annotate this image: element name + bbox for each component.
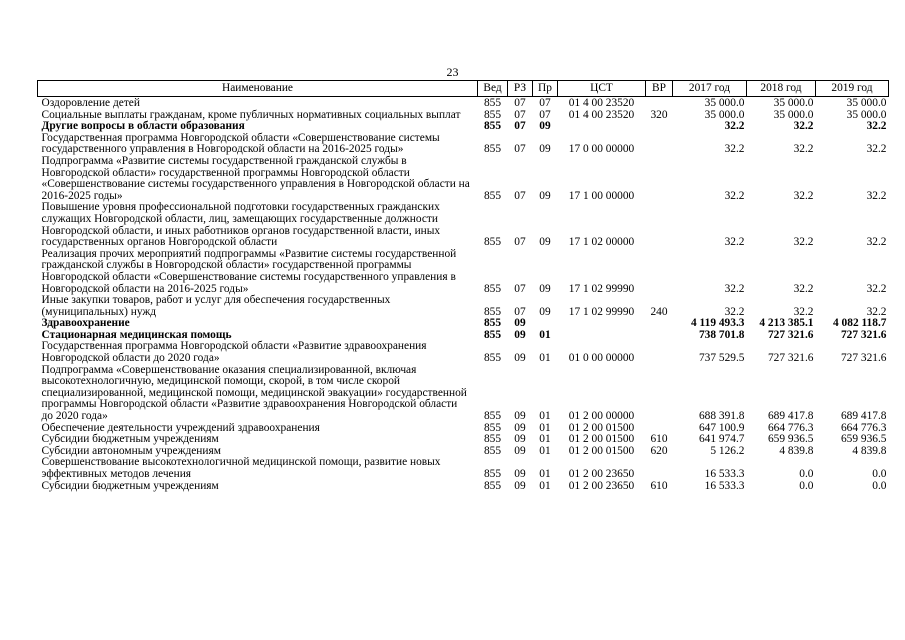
row-vr: 620 [650,444,668,457]
table-row [38,97,889,110]
row-pr: 07 [539,108,551,121]
row-vr [646,341,673,364]
row-name: Государственная программа Новгородской области «Совершенствование системы государственного управления в Новгородской области на 2016-2025 годы» [41,131,440,156]
row-ved: 855 [483,479,502,492]
row-rz: 07 [514,97,526,109]
row-rz: 09 [514,479,526,492]
row-cst [558,330,646,342]
table-header-row [38,81,889,97]
row-ved: 855 [483,143,502,156]
row-name: Реализация прочих мероприятий подпрограммы «Развитие системы государственной гражданской службы в Новгородской области» государственной программы Новгородской области «Совершенствование системы государственного управления в Новгородской области на 2016-2025 годы» [41,247,457,295]
row-vr: 610 [650,479,668,492]
row-2017: 32.2 [724,282,745,295]
row-cst: 01 2 00 00000 [568,410,635,423]
row-cst: 17 0 00 00000 [568,143,635,156]
row-pr: 09 [539,120,551,133]
row-name: Субсидии автономным учреждениям [41,444,221,457]
row-pr: 07 [539,97,551,109]
row-vr [646,330,673,342]
row-vr: 610 [650,433,668,446]
budget-table [37,80,889,492]
row-2018: 32.2 [793,305,814,318]
row-2018: 689 417.8 [767,410,814,423]
row-rz: 09 [514,410,526,423]
row-2017: 32.2 [724,143,745,156]
row-name: Субсидии бюджетным учреждениям [41,433,219,446]
row-rz: 07 [514,120,526,133]
row-2019: 4 839.8 [852,444,887,457]
row-2018: 0.0 [799,468,814,480]
row-2019: 35 000.0 [846,108,887,121]
column-header-2017: 2017 год [673,81,747,97]
row-2018: 32.2 [793,282,814,295]
row-2017: 32.2 [724,305,745,318]
row-2018: 4 839.8 [779,444,814,457]
table-row [38,365,889,423]
row-name: Оздоровление детей [41,97,140,109]
row-name: Здравоохранение [41,317,130,330]
row-2019: 664 776.3 [840,421,887,434]
row-2019: 32.2 [866,305,887,318]
row-2018: 727 321.6 [767,328,814,341]
row-2017: 16 533.3 [704,479,745,492]
row-vr: 320 [650,108,668,121]
table-row [38,156,889,202]
column-header-cst: ЦСТ [558,81,646,97]
row-cst: 17 1 02 00000 [568,236,635,249]
table-row [38,202,889,248]
row-pr: 01 [539,352,551,365]
row-pr: 09 [539,305,551,318]
row-2017: 35 000.0 [704,108,745,121]
table-row [38,249,889,295]
row-cst: 01 2 00 01500 [568,433,635,446]
row-ved: 855 [483,444,502,457]
row-ved: 855 [483,410,502,423]
table-row [38,457,889,480]
row-2017: 737 529.5 [698,352,745,365]
row-pr: 09 [539,189,551,202]
row-2018: 4 213 385.1 [759,317,814,330]
row-2017: 32.2 [724,120,745,133]
row-2018: 664 776.3 [767,421,814,434]
row-cst [558,318,646,330]
table-row [38,133,889,156]
row-pr: 01 [539,479,551,492]
row-ved: 855 [483,236,502,249]
row-vr [646,133,673,156]
row-2019: 4 082 118.7 [833,317,887,330]
row-cst: 01 2 00 01500 [568,444,635,457]
row-cst: 01 2 00 01500 [568,421,635,434]
row-cst [558,121,646,133]
row-2019: 32.2 [866,282,887,295]
row-2018: 32.2 [793,143,814,156]
row-vr [646,156,673,202]
column-header-rz: РЗ [508,81,533,97]
row-pr: 01 [539,410,551,423]
row-name: Государственная программа Новгородской области «Развитие здравоохранения Новгородской области до 2020 года» [41,340,427,365]
row-name: Подпрограмма «Совершенствование оказания специализированной, включая высокотехнологичную, медицинской помощи, скорой, в том числе скорой специализированной, медицинской помощи, медицинской эвакуации» государственной программы Новгородской области «Развитие здравоохранения Новгородской области до 2020 года» [41,363,467,423]
row-cst: 17 1 00 00000 [568,189,635,202]
row-2017: 738 701.8 [698,328,745,341]
row-ved: 855 [483,282,502,295]
row-2019: 32.2 [866,143,887,156]
row-ved: 855 [483,305,502,318]
row-2019: 659 936.5 [840,433,887,446]
row-cst: 01 4 00 23520 [568,108,635,121]
row-cst: 17 1 02 99990 [568,305,635,318]
row-ved: 855 [483,97,502,109]
row-name: Другие вопросы в области образования [41,120,245,133]
row-pr: 01 [539,444,551,457]
row-vr [646,318,673,330]
row-2019: 0.0 [872,479,887,492]
row-2019: 0.0 [872,468,887,480]
row-2019: 32.2 [866,236,887,249]
row-ved: 855 [483,433,502,446]
row-vr [646,97,673,110]
row-ved: 855 [483,317,502,330]
row-2019: 727 321.6 [840,328,887,341]
row-pr: 09 [539,282,551,295]
row-vr [646,457,673,480]
row-2017: 35 000.0 [704,97,745,109]
budget-sheet [37,80,888,492]
column-header-2019: 2019 год [816,81,889,97]
row-2017: 688 391.8 [698,410,745,423]
row-2019: 689 417.8 [840,410,887,423]
row-vr [646,121,673,133]
row-name: Повышение уровня профессиональной подготовки государственных гражданских служащих Новгородской области, лиц, замещающих государственные должности Новгородской области, и иных работников органов государственной власти, иных государственных органов Новгородской области [41,201,441,249]
row-rz: 07 [514,305,526,318]
row-2018: 727 321.6 [767,352,814,365]
row-rz: 09 [514,433,526,446]
row-name: Субсидии бюджетным учреждениям [41,479,219,492]
row-rz: 09 [514,444,526,457]
row-pr: 01 [539,328,551,341]
row-name: Социальные выплаты гражданам, кроме публичных нормативных социальных выплат [41,108,461,121]
row-2018: 32.2 [793,189,814,202]
row-pr: 01 [539,421,551,434]
row-2018: 0.0 [799,479,814,492]
row-2019: 32.2 [866,189,887,202]
row-2018: 659 936.5 [767,433,814,446]
row-name: Совершенствование высокотехнологичной медицинской помощи, развитие новых эффективных методов лечения [41,456,441,480]
row-2017: 5 126.2 [710,444,745,457]
row-2017: 4 119 493.3 [691,317,745,330]
row-2018: 35 000.0 [773,108,814,121]
row-pr: 09 [539,143,551,156]
table-row [38,341,889,364]
row-rz: 07 [514,236,526,249]
row-ved: 855 [483,328,502,341]
column-header-2018: 2018 год [747,81,816,97]
row-ved: 855 [483,468,502,480]
table-row [38,295,889,318]
row-2017: 647 100.9 [698,421,745,434]
row-cst: 01 2 00 23650 [568,468,635,480]
row-ved: 855 [483,120,502,133]
row-pr: 09 [539,236,551,249]
column-header-pr: Пр [533,81,558,97]
row-rz: 09 [514,352,526,365]
row-rz: 09 [514,328,526,341]
row-cst: 01 2 00 23650 [568,479,635,492]
row-ved: 855 [483,189,502,202]
row-2018: 35 000.0 [773,97,814,109]
row-rz: 07 [514,282,526,295]
row-name: Обеспечение деятельности учреждений здравоохранения [41,421,320,434]
row-ved: 855 [483,421,502,434]
row-vr [646,365,673,423]
table-body [38,97,889,493]
page-number: 23 [446,65,459,79]
row-cst: 17 1 02 99990 [568,282,635,295]
row-2019: 727 321.6 [840,352,887,365]
row-name: Стационарная медицинская помощь [41,328,232,341]
row-2017: 32.2 [724,189,745,202]
row-rz: 09 [514,468,526,480]
column-header-name: Наименование [38,81,478,97]
column-header-vr: ВР [646,81,673,97]
row-2017: 641 974.7 [698,433,745,446]
row-ved: 855 [483,108,502,121]
row-rz: 07 [514,189,526,202]
row-2017: 16 533.3 [704,468,745,480]
row-2019: 32.2 [866,120,887,133]
row-rz: 07 [514,108,526,121]
row-vr: 240 [650,305,668,318]
row-2019: 35 000.0 [846,97,887,109]
table-row [38,481,889,493]
row-pr: 01 [539,433,551,446]
row-name: Подпрограмма «Развитие системы государственной гражданской службы в Новгородской области» государственной программы Новгородской области «Совершенствование системы государственного управления в Новгородской области на 2016-2025 годы» [41,154,470,202]
row-vr [646,202,673,248]
row-2018: 32.2 [793,120,814,133]
row-pr: 01 [539,468,551,480]
row-name: Иные закупки товаров, работ и услуг для обеспечения государственных (муниципальных) нужд [41,294,391,318]
row-cst: 01 0 00 00000 [568,352,635,365]
row-2018: 32.2 [793,236,814,249]
row-rz: 09 [514,317,526,330]
row-cst: 01 4 00 23520 [568,97,635,109]
row-vr [646,249,673,295]
row-ved: 855 [483,352,502,365]
row-rz: 09 [514,421,526,434]
row-2017: 32.2 [724,236,745,249]
column-header-ved: Вед [478,81,508,97]
row-rz: 07 [514,143,526,156]
